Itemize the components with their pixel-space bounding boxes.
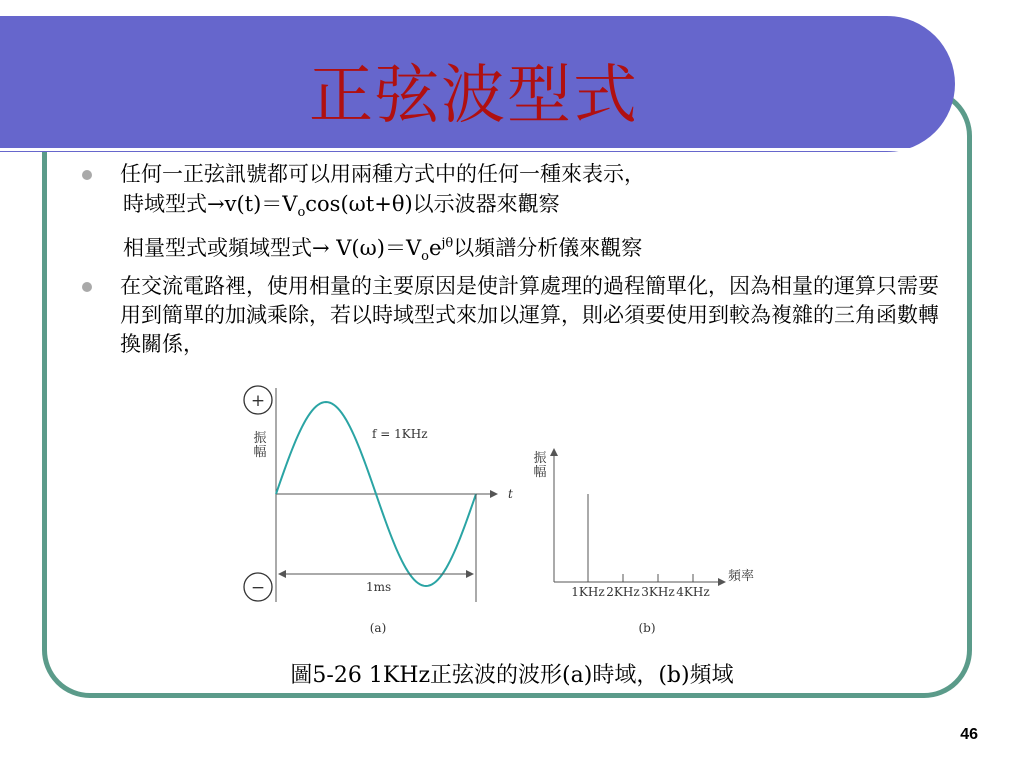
x-axis-b-arrow-icon — [718, 578, 726, 586]
phasor-domain-line — [78, 228, 958, 272]
subline-text: 時域型式→v(t)＝V — [123, 192, 298, 216]
amplitude-label-a-1: 振 — [253, 431, 267, 446]
period-label: 1ms — [366, 580, 392, 594]
bullet-text: 任何一正弦訊號都可以用兩種方式中的任何一種來表示， — [120, 162, 645, 186]
subline-text: cos(ωt+θ)以示波器來觀察 — [305, 192, 560, 216]
frequency-tick-label: 3KHz — [641, 585, 675, 599]
frequency-domain-panel — [533, 448, 754, 635]
y-axis-arrow-icon — [550, 448, 558, 456]
frequency-tick-label: 2KHz — [606, 585, 640, 599]
time-domain-line — [78, 189, 958, 228]
x-axis-label-t: t — [508, 487, 513, 501]
superscript: jθ — [441, 236, 454, 252]
frequency-label: f = 1KHz — [372, 427, 428, 441]
waveform-figure — [230, 380, 770, 650]
panel-b-label: (b) — [638, 621, 656, 635]
time-domain-panel — [244, 386, 513, 635]
title-bar — [0, 16, 955, 152]
title-underline — [0, 148, 932, 151]
subline-text: 相量型式或頻域型式→ V(ω)＝V — [123, 236, 422, 261]
bullet-icon — [82, 282, 92, 292]
minus-symbol: − — [250, 578, 266, 598]
amplitude-label-a-2: 幅 — [253, 445, 267, 460]
page-number: 46 — [960, 726, 978, 743]
subscript: o — [297, 205, 306, 221]
bullet-item-1 — [78, 160, 958, 189]
frequency-ticks — [571, 574, 709, 599]
amplitude-label-b-1: 振 — [533, 451, 547, 466]
subline-text: e — [428, 236, 442, 261]
bullet-icon — [82, 170, 92, 180]
figure-caption: 圖5-26 1KHz正弦波的波形(a)時域，(b)頻域 — [290, 663, 734, 688]
frequency-axis-label: 頻率 — [728, 569, 755, 584]
x-axis-arrow-icon — [490, 490, 498, 498]
panel-a-label: (a) — [369, 621, 387, 635]
period-arrow-left-icon — [278, 570, 286, 578]
subline-text: 以頻譜分析儀來觀察 — [453, 236, 643, 261]
subscript: o — [421, 249, 429, 265]
bullet-text: 在交流電路裡，使用相量的主要原因是使計算處理的過程簡單化，因為相量的運算只需要用到簡單的加減乘除，若以時域型式來加以運算，則必須要使用到較為複雜的三角函數轉換關係， — [120, 274, 939, 357]
slide-title: 正弦波型式 — [309, 59, 639, 133]
frequency-tick-label: 4KHz — [676, 585, 710, 599]
period-arrow-right-icon — [466, 570, 474, 578]
frequency-tick-label: 1KHz — [571, 585, 605, 599]
plus-symbol: + — [250, 391, 266, 411]
amplitude-label-b-2: 幅 — [533, 465, 547, 480]
bullet-item-2 — [78, 272, 958, 359]
bullet-list — [78, 160, 958, 359]
